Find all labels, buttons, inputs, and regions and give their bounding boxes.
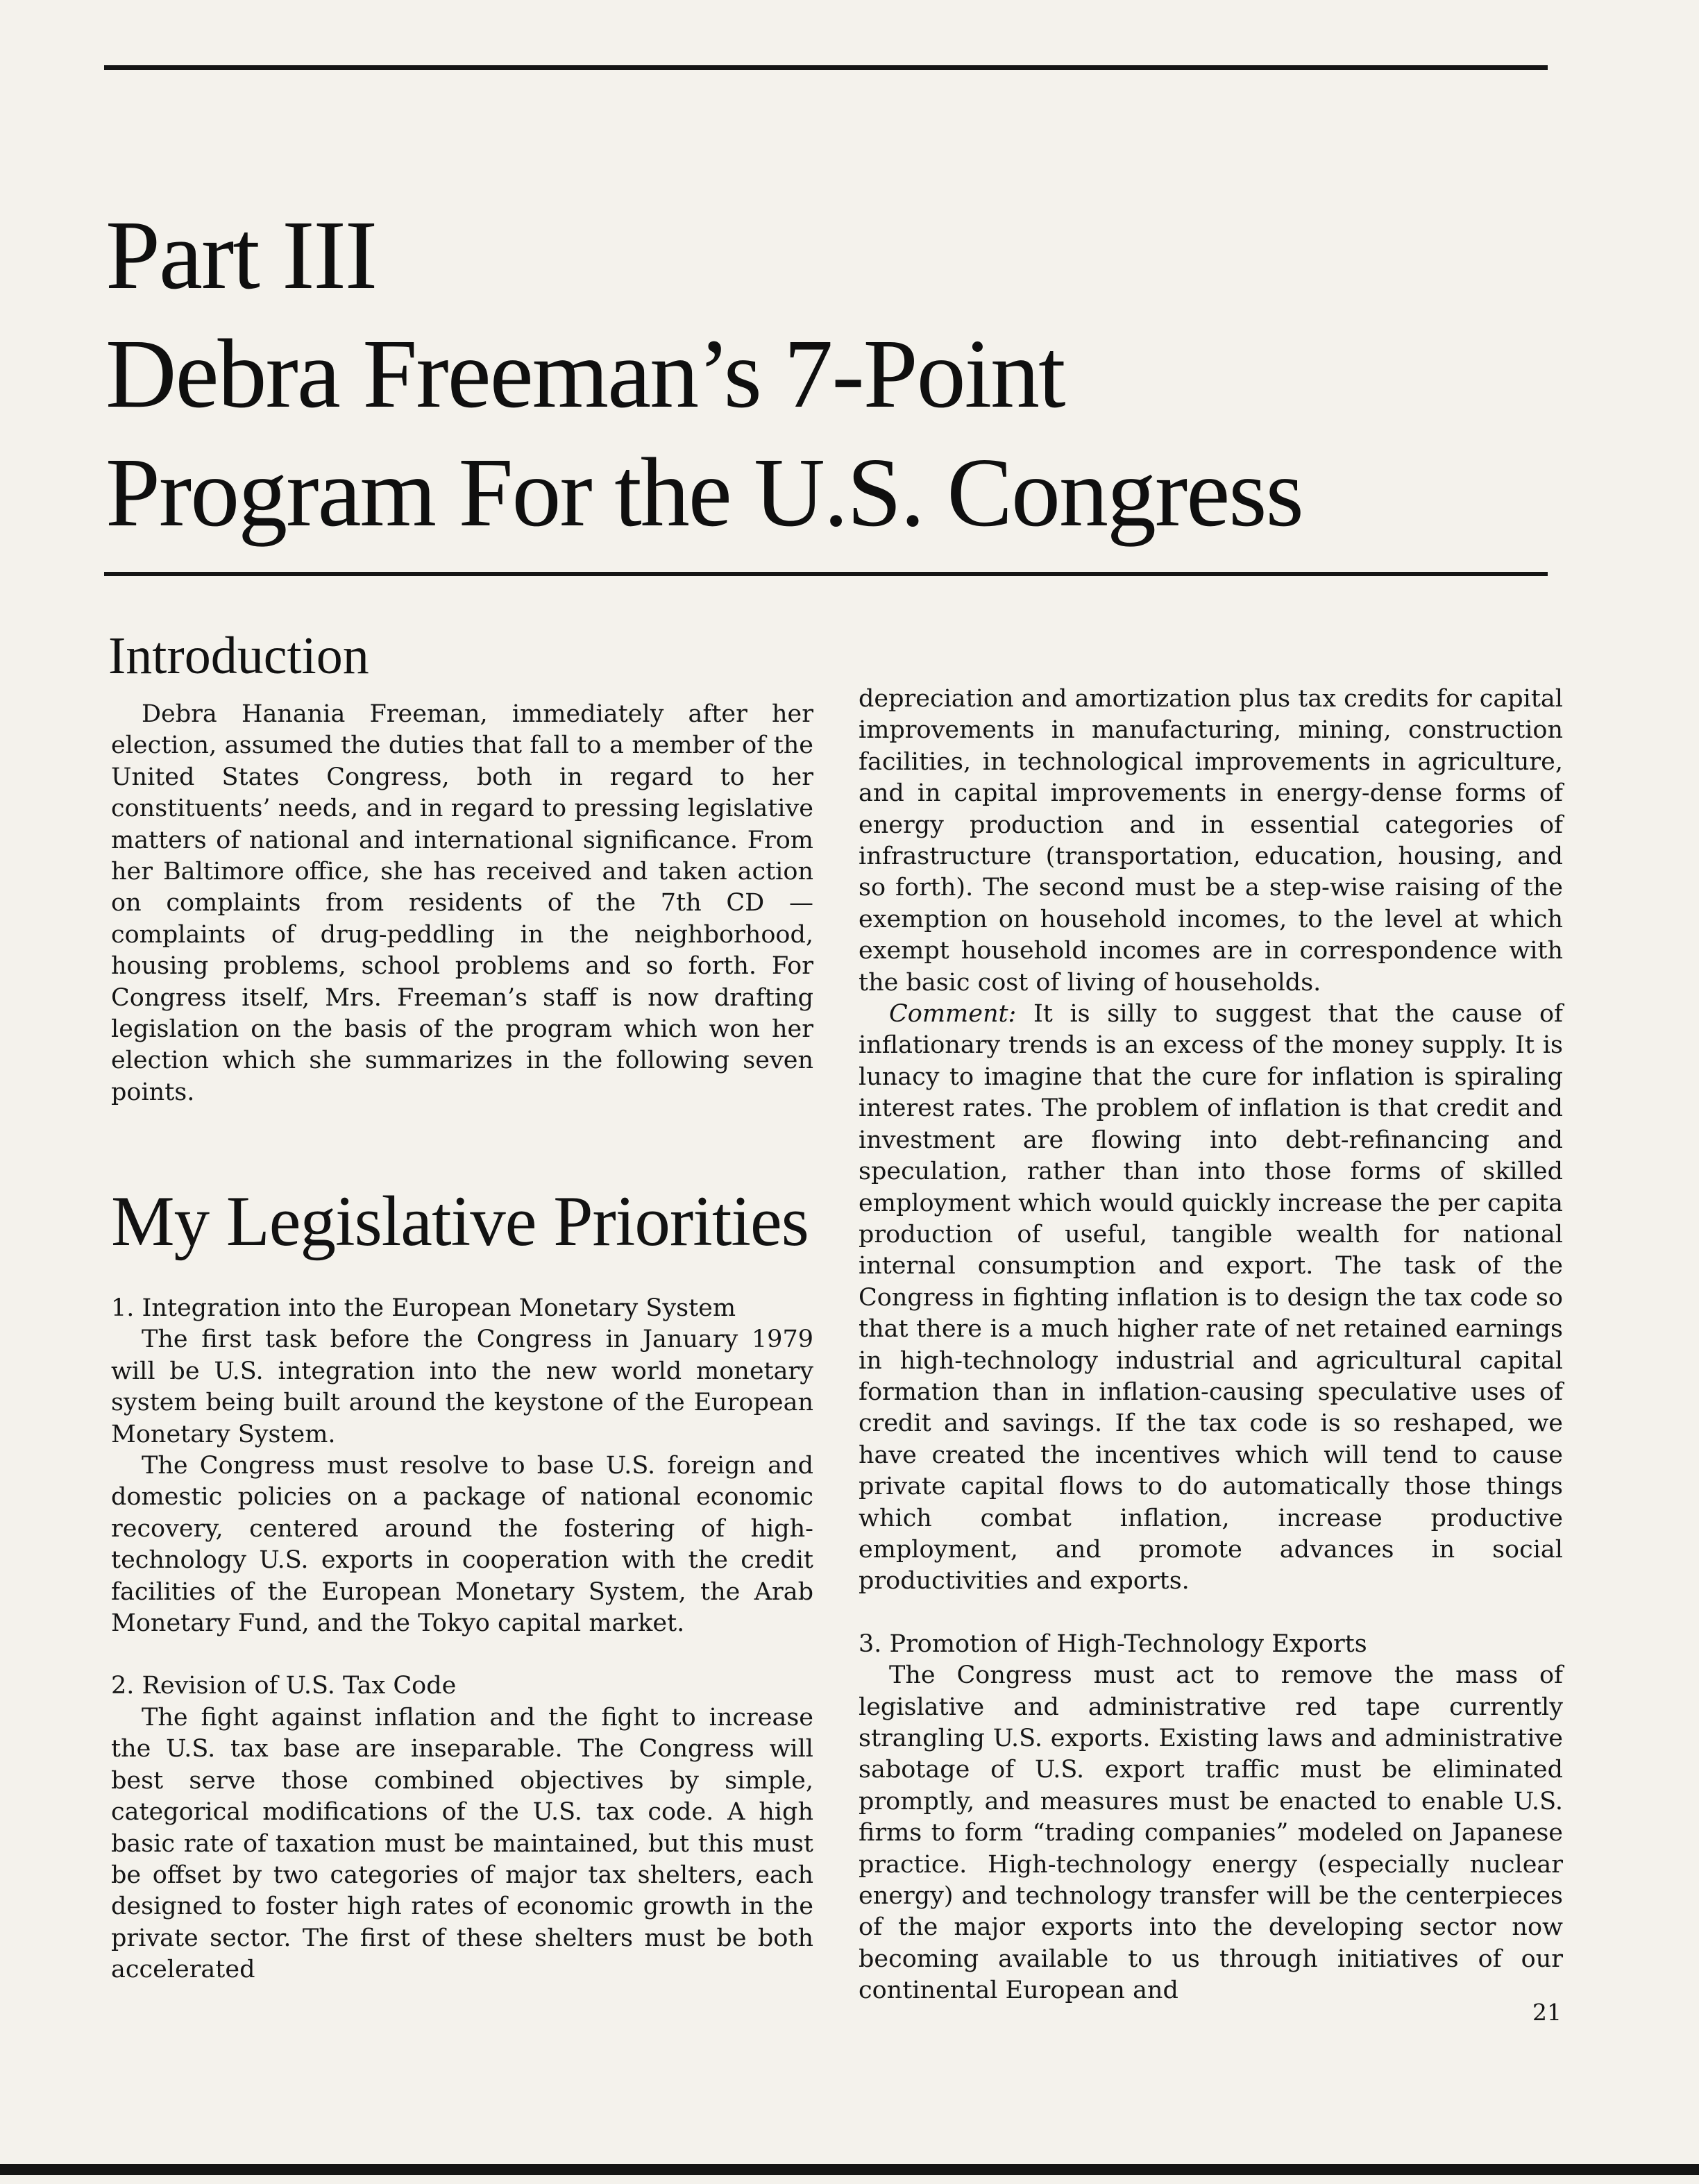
introduction-heading: Introduction	[108, 627, 369, 685]
item-2-paragraph-1: The fight against inflation and the fight to increase the U.S. tax base are inseparable. The Congress will best serve those combined objectives by simple, categorical modifications of the U.S. tax code. A high basic rate of taxation must be maintained, but this must be offset by two categories of major tax shelters, each designed to foster high rates of economic growth in the private sector. The first of these shelters must be both accelerated	[111, 1703, 813, 1984]
title-part: Part III	[105, 200, 377, 310]
title-rule	[104, 572, 1548, 576]
bottom-rule	[0, 2164, 1699, 2175]
item-3-title: 3. Promotion of High-Technology Exports	[859, 1629, 1367, 1658]
right-column	[859, 684, 1563, 2007]
left-column	[111, 1293, 813, 1986]
title-line-1: Debra Freeman’s 7-Point	[105, 319, 1065, 428]
section-gap	[111, 1639, 813, 1670]
comment-label: Comment:	[889, 1000, 1017, 1028]
item-1-paragraph-1: The first task before the Congress in January 1979 will be U.S. integration into the new world monetary system being built around the keystone of the European Monetary System.	[111, 1326, 813, 1448]
section-gap	[859, 1598, 1563, 1629]
priorities-heading: My Legislative Priorities	[111, 1182, 809, 1261]
title-line-2: Program For the U.S. Congress	[105, 437, 1303, 547]
introduction-text	[111, 699, 813, 1108]
item-1-title: 1. Integration into the European Monetary System	[111, 1294, 736, 1322]
comment-text: It is silly to suggest that the cause of inflationary trends is an excess of the money supply. It is lunacy to imagine that the cure for inflation is spiraling interest rates. The problem of inflation is that credit and investment are flowing into debt-refinancing and speculation, rather than into those forms of skilled employment which would quickly increase the per capita production of useful, tangible wealth for national internal consumption and export. The task of the Congress in fighting inflation is to design the tax code so that there is a much higher rate of net retained earnings in high-technology industrial and agricultural capital formation than in inflation-causing speculative uses of credit and savings. If the tax code is so reshaped, we have created the incentives which will tend to cause private capital flows to do automatically those things which combat inflation, increase productive employment, and promote advances in social productivities and exports.	[859, 1000, 1563, 1595]
item-2-title: 2. Revision of U.S. Tax Code	[111, 1672, 457, 1700]
item-3-paragraph-1: The Congress must act to remove the mass of legislative and administrative red tape currently strangling U.S. exports. Existing laws and administrative sabotage of U.S. export traffic must be eliminated promptly, and measures must be enacted to enable U.S. firms to form “trading companies” modeled on Japanese practice. High-technology energy (especially nuclear energy) and technology transfer will be the centerpieces of the major exports into the developing sector now becoming available to us through initiatives of our continental European and	[859, 1661, 1563, 2005]
item-2-comment	[859, 999, 1563, 1598]
page-title	[105, 196, 1303, 552]
item-2-paragraph-1-continued: depreciation and amortization plus tax credits for capital improvements in manufacturing, mining, construction facilities, in technological improvements in agriculture, and in capital improvements in energy-dense forms of energy production and in essential categories of infrastructure (transportation, education, housing, and so forth). The second must be a step-wise raising of the exemption on household incomes, to the level at which exempt household incomes are in correspondence with the basic cost of living of households.	[859, 685, 1563, 997]
item-1-paragraph-2: The Congress must resolve to base U.S. foreign and domestic policies on a package of national economic recovery, centered around the fostering of high-technology U.S. exports in cooperation with the credit facilities of the European Monetary System, the Arab Monetary Fund, and the Tokyo capital market.	[111, 1452, 813, 1638]
introduction-paragraph: Debra Hanania Freeman, immediately after her election, assumed the duties that fall to a member of the United States Congress, both in regard to her constituents’ needs, and in regard to pressing legislative matters of national and international significance. From her Baltimore office, she has received and taken action on complaints from residents of the 7th CD — complaints of drug-peddling in the neighborhood, housing problems, school problems and so forth. For Congress itself, Mrs. Freeman’s staff is now drafting legislation on the basis of the program which won her election which she summarizes in the following seven points.	[111, 700, 813, 1106]
page-number: 21	[1532, 1999, 1562, 2026]
top-rule	[104, 65, 1548, 70]
